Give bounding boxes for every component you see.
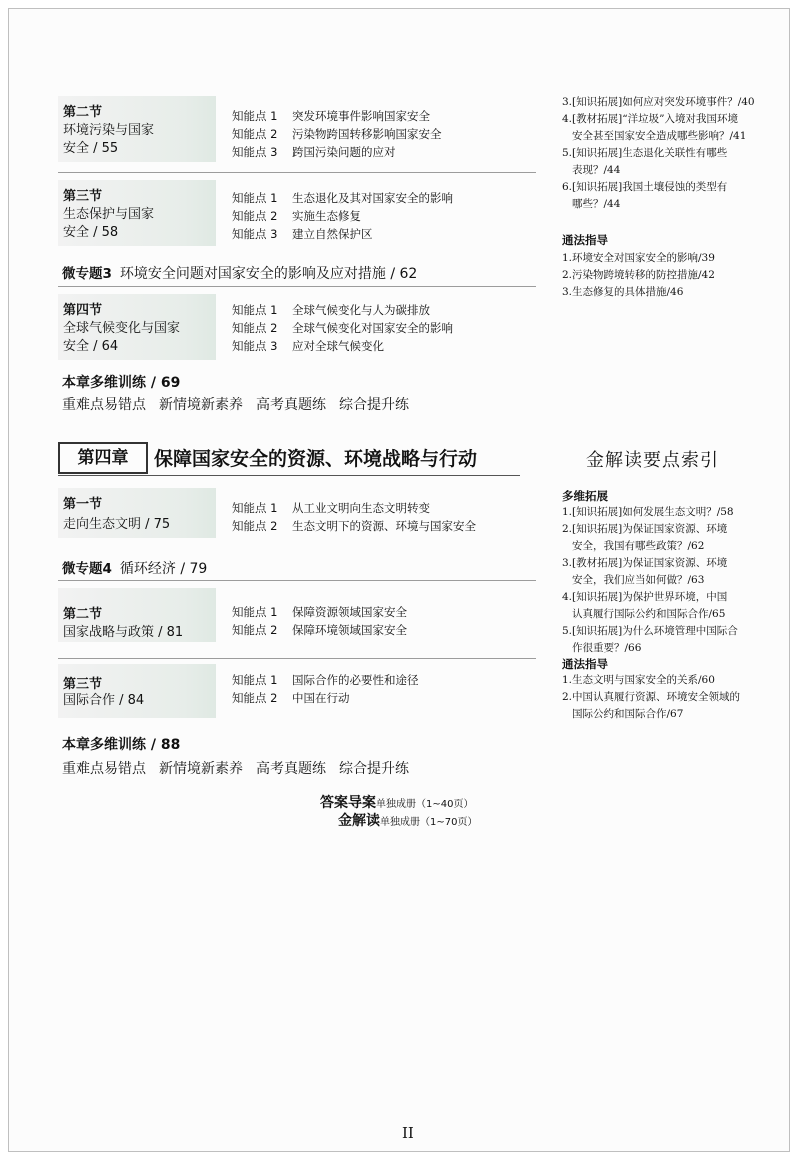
section-title: 生态保护与国家 — [63, 207, 155, 222]
expand-item[interactable]: 6.[知识拓展]我国土壤侵蚀的类型有 — [562, 181, 728, 193]
micro-topic-title: 环境安全问题对国家安全的影响及应对措施 / 62 — [119, 266, 418, 282]
expand-item[interactable]: 5.[知识拓展]生态退化关联性有哪些 — [562, 147, 728, 159]
section-title: 走向生态文明 / 75 — [63, 517, 171, 532]
expand-heading: 多维拓展 — [562, 489, 608, 503]
method-guide-heading: 通法指导 — [562, 233, 608, 247]
answer-booklet-note: 答案导案单独成册（1~40页） — [320, 795, 474, 811]
ch4-expand-list — [562, 504, 772, 657]
section-ch3-sec3[interactable] — [58, 180, 536, 246]
section-page: 安全 / 55 — [63, 141, 119, 156]
expand-item-cont: 作很重要？/66 — [572, 642, 642, 654]
section-ch4-sec3[interactable] — [58, 664, 536, 718]
index-title: 金解读要点索引 — [586, 450, 719, 471]
section-title: 全球气候变化与国家 — [63, 321, 181, 336]
expand-item[interactable]: 3.[知识拓展]如何应对突发环境事件？/40 — [562, 96, 755, 108]
expand-item[interactable]: 1.[知识拓展]如何发展生态文明？/58 — [562, 506, 734, 518]
section-title: 环境污染与国家 — [63, 123, 155, 138]
knowledge-point: 知能点 3 建立自然保护区 — [232, 227, 373, 241]
method-item[interactable]: 2.污染物跨境转移的防控措施/42 — [562, 269, 715, 281]
section-title: 国际合作 / 84 — [63, 693, 145, 708]
micro-topic-3[interactable] — [62, 262, 417, 283]
divider — [58, 172, 536, 173]
expand-item-cont: 安全，我国有哪些政策？/62 — [572, 540, 705, 552]
chapter-rule — [58, 475, 520, 476]
method-item-cont: 国际公约和国际合作/67 — [572, 708, 684, 720]
expand-item[interactable]: 2.[知识拓展]为保证国家资源、环境 — [562, 523, 728, 535]
micro-topic-label: 微专题4 — [62, 561, 112, 577]
ch3-method-list — [562, 250, 772, 301]
section-title: 国家战略与政策 / 81 — [63, 625, 184, 640]
ch4-method-list — [562, 672, 772, 723]
divider — [58, 658, 536, 659]
knowledge-point: 知能点 3 应对全球气候变化 — [232, 339, 384, 353]
micro-topic-4[interactable] — [62, 557, 207, 578]
divider — [58, 286, 536, 287]
training-item[interactable]: 新情境新素养 — [159, 397, 243, 413]
knowledge-point: 知能点 2 生态文明下的资源、环境与国家安全 — [232, 519, 476, 533]
expand-item[interactable]: 4.[教材拓展]“洋垃圾”入境对我国环境 — [562, 113, 738, 125]
training-item[interactable]: 高考真题练 — [256, 397, 326, 413]
knowledge-point: 知能点 2 全球气候变化对国家安全的影响 — [232, 321, 453, 335]
jin-booklet-note: 金解读单独成册（1~70页） — [338, 813, 478, 829]
section-ch4-sec2[interactable] — [58, 588, 536, 642]
section-ch3-sec2[interactable] — [58, 96, 536, 162]
method-item[interactable]: 2.中国认真履行资源、环境安全领域的 — [562, 691, 741, 703]
training-item[interactable]: 综合提升练 — [339, 397, 409, 413]
expand-item-cont: 哪些？/44 — [572, 198, 621, 210]
chapter-label: 第四章 — [58, 442, 148, 474]
training-item[interactable]: 新情境新素养 — [159, 761, 243, 777]
knowledge-point: 知能点 1 全球气候变化与人为碳排放 — [232, 303, 430, 317]
section-page: 安全 / 58 — [63, 225, 119, 240]
knowledge-point: 知能点 2 中国在行动 — [232, 691, 350, 705]
knowledge-point: 知能点 1 国际合作的必要性和途径 — [232, 673, 419, 687]
knowledge-point: 知能点 1 突发环境事件影响国家安全 — [232, 109, 430, 123]
divider — [58, 580, 536, 581]
knowledge-point: 知能点 1 生态退化及其对国家安全的影响 — [232, 191, 453, 205]
page-number: II — [402, 1124, 414, 1142]
knowledge-point: 知能点 2 实施生态修复 — [232, 209, 361, 223]
knowledge-point: 知能点 2 污染物跨国转移影响国家安全 — [232, 127, 442, 141]
section-page: 安全 / 64 — [63, 339, 119, 354]
micro-topic-label: 微专题3 — [62, 266, 112, 282]
method-item[interactable]: 1.生态文明与国家安全的关系/60 — [562, 674, 715, 686]
section-ch4-sec1[interactable] — [58, 488, 536, 538]
expand-item-cont: 表现？/44 — [572, 164, 621, 176]
expand-item[interactable]: 3.[教材拓展]为保证国家资源、环境 — [562, 557, 728, 569]
section-number: 第二节 — [63, 607, 103, 622]
expand-item[interactable]: 5.[知识拓展]为什么环境管理中国际合 — [562, 625, 738, 637]
training-item[interactable]: 高考真题练 — [256, 761, 326, 777]
section-number: 第三节 — [63, 677, 103, 692]
section-number: 第三节 — [63, 189, 103, 204]
training-items — [62, 758, 422, 778]
expand-item-cont: 认真履行国际公约和国际合作/65 — [572, 608, 726, 620]
chapter-training[interactable]: 本章多维训练 / 69 — [62, 375, 181, 391]
expand-item-cont: 安全甚至国家安全造成哪些影响？/41 — [572, 130, 747, 142]
expand-item[interactable]: 4.[知识拓展]为保护世界环境，中国 — [562, 591, 728, 603]
ch3-expand-list — [562, 94, 772, 213]
knowledge-point: 知能点 3 跨国污染问题的应对 — [232, 145, 396, 159]
section-number: 第四节 — [63, 303, 103, 318]
section-ch3-sec4[interactable] — [58, 294, 536, 360]
expand-item-cont: 安全，我们应当如何做？/63 — [572, 574, 705, 586]
training-item[interactable]: 综合提升练 — [339, 761, 409, 777]
method-guide-heading: 通法指导 — [562, 657, 608, 671]
training-item[interactable]: 重难点易错点 — [62, 761, 146, 777]
knowledge-point: 知能点 2 保障环境领域国家安全 — [232, 623, 407, 637]
method-item[interactable]: 1.环境安全对国家安全的影响/39 — [562, 252, 715, 264]
training-item[interactable]: 重难点易错点 — [62, 397, 146, 413]
section-number: 第二节 — [63, 105, 103, 120]
knowledge-point: 知能点 1 保障资源领域国家安全 — [232, 605, 407, 619]
section-number: 第一节 — [63, 497, 103, 512]
chapter-training[interactable]: 本章多维训练 / 88 — [62, 737, 181, 753]
training-items — [62, 394, 422, 414]
knowledge-point: 知能点 1 从工业文明向生态文明转变 — [232, 501, 430, 515]
micro-topic-title: 循环经济 / 79 — [119, 561, 208, 577]
chapter-title[interactable]: 保障国家安全的资源、环境战略与行动 — [154, 448, 478, 470]
method-item[interactable]: 3.生态修复的具体措施/46 — [562, 286, 684, 298]
